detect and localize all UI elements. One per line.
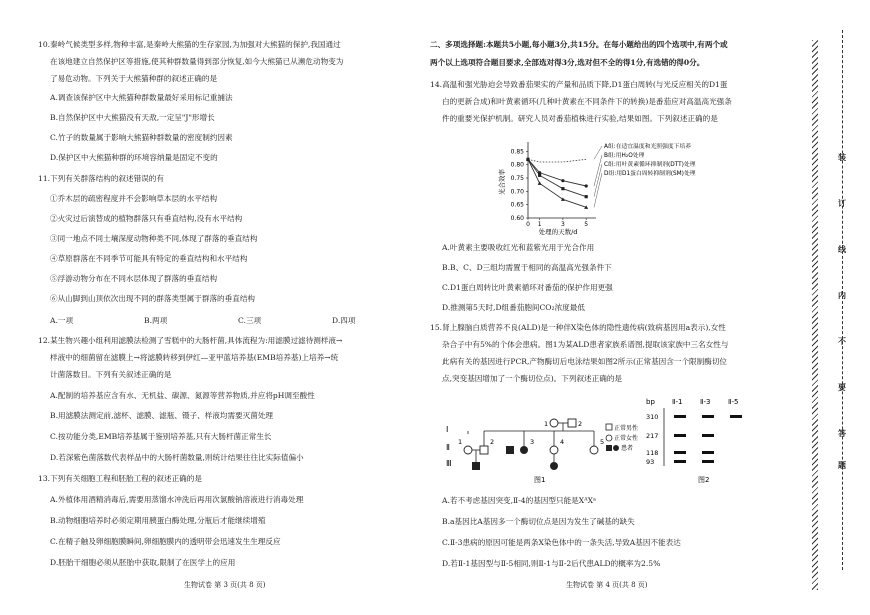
binding-edge bbox=[812, 30, 852, 590]
pedigree-II4-female bbox=[550, 446, 558, 454]
x-tick-label: 0 bbox=[526, 221, 530, 228]
legend-leader bbox=[594, 164, 602, 197]
data-point bbox=[538, 181, 542, 185]
figure1-caption: 图1 bbox=[534, 476, 546, 484]
series-line bbox=[528, 159, 586, 162]
pedigree-II1-female bbox=[464, 446, 472, 454]
y-axis-label: 光合效率 bbox=[498, 169, 506, 195]
gel-band bbox=[730, 415, 742, 418]
gel-size-118: 118 bbox=[646, 449, 659, 457]
x-tick-label: 1 bbox=[537, 221, 542, 228]
num-II1: 1 bbox=[458, 438, 463, 446]
q11-option-d[interactable]: D.四项 bbox=[332, 316, 356, 325]
section-header-line2: 两个以上选项符合题目要求,全部选对得3分,选对但不全的得1分,有选错的得0分。 bbox=[430, 58, 705, 67]
num-I2: 2 bbox=[578, 420, 583, 428]
data-point bbox=[585, 195, 588, 198]
num-II3: 3 bbox=[530, 438, 535, 446]
legend-leader bbox=[594, 146, 602, 159]
q12-stem-line1: 12.某生物兴趣小组利用滤膜法检测了雪糕中的大肠杆菌,具体流程为:用滤膜过滤待测样液→ bbox=[38, 336, 343, 345]
q13-option-b[interactable]: B.动物细胞培养时必须定期用胰蛋白酶处理,分瓶后才能继续增殖 bbox=[50, 516, 266, 525]
binding-char: 订 bbox=[838, 198, 846, 208]
q11-item-2: ②火灾过后演替成的植物群落只有垂直结构,没有水平结构 bbox=[50, 214, 243, 223]
legend-entry: D组:用D1蛋白周转抑制剂(SM)处理 bbox=[604, 171, 696, 177]
x-tick-label: 3 bbox=[560, 221, 565, 228]
q10-stem-line1: 10.秦岭气候类型多样,物种丰富,是秦岭大熊猫的生存家园,为加强对大熊猫的保护,我国通过 bbox=[38, 40, 341, 49]
num-II4: 4 bbox=[560, 438, 565, 446]
pedigree-III-affected-male bbox=[506, 446, 514, 454]
pedigree-I1-female bbox=[550, 419, 558, 427]
gen-label-1: Ⅰ bbox=[446, 425, 449, 434]
series-line bbox=[528, 159, 586, 207]
gel-band bbox=[702, 434, 714, 437]
data-point bbox=[585, 184, 588, 187]
q14-stem-line1: 14.高温和强光胁迫会导致番茄果实的产量和品质下降,D1蛋白周转(与光反应相关的D1蛋 bbox=[430, 80, 728, 89]
binding-char: 要 bbox=[838, 382, 846, 392]
q10-option-c[interactable]: C.竹子的数量属于影响大熊猫种群数量的密度制约因素 bbox=[50, 133, 233, 142]
q11-item-3: ③同一地点不同土壤深度动物种类不同,体现了群落的垂直结构 bbox=[50, 234, 258, 243]
pedigree-II2-male bbox=[480, 446, 488, 454]
q12-option-b[interactable]: B.用滤膜法测定前,滤杯、滤膜、滤瓶、镊子、样液均需要灭菌处理 bbox=[50, 411, 274, 420]
binding-char: 不 bbox=[838, 336, 846, 346]
data-point bbox=[561, 187, 564, 190]
gel-band bbox=[702, 460, 714, 463]
gel-unit: bp bbox=[646, 398, 655, 406]
q15-stem-line4: 点,突变基因增加了一个酶切位点)。下列叙述正确的是 bbox=[442, 374, 623, 383]
legend-entry: B组:用H₂O处理 bbox=[604, 153, 645, 159]
q14-stem-line2: 白的更新合成)和叶黄素循环(几种叶黄素在不同条件下的转换)是番茄应对高温高光强条 bbox=[442, 97, 732, 106]
section-header-line1: 二、多项选择题:本题共5小题,每小题3分,共15分。在每小题给出的四个选项中,有两个或 bbox=[430, 40, 728, 49]
y-tick-label: 0.65 bbox=[510, 201, 524, 209]
q11-item-5: ⑤浮游动物分布在不同水层体现了群落的垂直结构 bbox=[50, 274, 218, 283]
gen-label-3: Ⅲ bbox=[446, 459, 452, 468]
y-tick-label: 0.85 bbox=[510, 148, 524, 156]
legend-normal-male: 正常男性 bbox=[614, 425, 639, 432]
q14-stem-line3: 件的重要光保护机制。研究人员对番茄植株进行实验,结果如图。下列叙述正确的是 bbox=[442, 114, 718, 123]
q12-stem-line2: 样液中的细菌留在滤膜上→将滤膜转移到伊红—亚甲蓝培养基(EMB培养基)上培养→统 bbox=[50, 353, 339, 362]
legend-patient-female bbox=[613, 445, 619, 451]
q10-option-d[interactable]: D.保护区中大熊猫种群的环境容纳量是固定不变的 bbox=[50, 153, 218, 162]
pedigree-II5-female bbox=[590, 446, 598, 454]
legend-leader bbox=[594, 173, 602, 207]
legend-female-symbol bbox=[606, 435, 612, 441]
q15-option-a[interactable]: A.若不考虑基因突变,Ⅱ-4的基因型只能是XᴬXᵃ bbox=[442, 496, 596, 505]
y-tick-label: 0.75 bbox=[510, 175, 524, 182]
gel-lane-1: Ⅱ-1 bbox=[672, 398, 683, 406]
data-point bbox=[561, 179, 564, 182]
pedigree-III2-affected-female bbox=[550, 462, 558, 470]
q12-option-c[interactable]: C.按功能分类,EMB培养基属于鉴别培养基,只有大肠杆菌正常生长 bbox=[50, 432, 272, 441]
gel-band bbox=[674, 460, 686, 463]
binding-char: 装 bbox=[838, 152, 846, 162]
num-I1: 1 bbox=[544, 420, 549, 428]
right-page-footer: 生物试卷 第 4 页(共 8 页) bbox=[566, 581, 648, 589]
q10-stem-line3: 了易危动物。下列关于大熊猫种群的叙述正确的是 bbox=[50, 74, 218, 83]
binding-char: 内 bbox=[838, 290, 846, 300]
gel-band bbox=[674, 451, 686, 454]
legend-entry: A组:在适宜温度和光照强度下培养 bbox=[604, 144, 692, 150]
q11-option-a[interactable]: A.一项 bbox=[50, 316, 74, 325]
q11-stem: 11.下列有关群落结构的叙述错误的有 bbox=[38, 174, 164, 183]
legend-entry: C组:用叶黄素循环抑制剂(DTT)处理 bbox=[604, 162, 696, 168]
binding-char: 题 bbox=[838, 460, 846, 470]
legend-male-symbol bbox=[606, 424, 612, 430]
q15-stem-line1: 15.肾上腺脑白质营养不良(ALD)是一种伴X染色体的隐性遗传病(致病基因用a表示),女性 bbox=[430, 323, 726, 332]
legend-patient: 患者 bbox=[621, 445, 634, 452]
q14-option-b[interactable]: B.B、C、D三组均需置于相同的高温高光强条件下 bbox=[442, 263, 612, 272]
gen-label-2: Ⅱ bbox=[446, 443, 450, 452]
gel-size-93: 93 bbox=[646, 458, 655, 466]
q12-option-d[interactable]: D.若深紫色菌落数代表样品中的大肠杆菌数量,则统计结果往往比实际值偏小 bbox=[50, 453, 304, 462]
q11-item-4: ④草原群落在不同季节可能具有特定的垂直结构和水平结构 bbox=[50, 254, 248, 263]
q15-stem-line3: 此病有关的基因进行PCR,产物酶切后电泳结果如图2所示(正常基因含一个限制酶切位 bbox=[442, 357, 728, 366]
q11-item-1: ①乔木层的疏密程度并不会影响草本层的水平结构 bbox=[50, 194, 218, 203]
q12-stem-line3: 计菌落数目。下列有关叙述正确的是 bbox=[50, 370, 172, 379]
gel-lane-3: Ⅱ-5 bbox=[728, 398, 739, 406]
y-tick-label: 0.80 bbox=[510, 161, 524, 169]
q11-option-c[interactable]: C.三项 bbox=[238, 316, 262, 325]
gel-band bbox=[674, 415, 686, 418]
photosynthesis-chart bbox=[492, 132, 754, 238]
gel-size-217: 217 bbox=[646, 432, 659, 440]
q14-option-c[interactable]: C.D1蛋白周转比叶黄素循环对番茄的保护作用更强 bbox=[442, 283, 613, 292]
gel-lane-2: Ⅱ-3 bbox=[700, 398, 711, 406]
q14-option-d[interactable]: D.推测第5天时,D组番茄胞间CO₂浓度最低 bbox=[442, 303, 585, 312]
gel-band bbox=[702, 415, 714, 418]
q13-option-a[interactable]: A.外植体用酒精消毒后,需要用蒸馏水冲洗后再用次氯酸钠溶液进行消毒处理 bbox=[50, 495, 304, 504]
left-page-footer: 生物试卷 第 3 页(共 8 页) bbox=[184, 581, 266, 589]
binding-char: 线 bbox=[838, 244, 846, 254]
q13-option-c[interactable]: C.在精子触及卵细胞膜瞬间,卵细胞膜内的透明带会迅速发生生理反应 bbox=[50, 537, 281, 546]
x-axis-label: 处理的天数/d bbox=[538, 228, 578, 236]
q10-stem-line2: 在该地建立自然保护区等措施,使其种群数量得到部分恢复,如今大熊猫已从濒危动物变为 bbox=[50, 57, 344, 66]
gel-band bbox=[702, 451, 714, 454]
pedigree-I2-male bbox=[568, 419, 576, 427]
q12-option-a[interactable]: A.配制的培养基应含有水、无机盐、碳源、氮源等营养物质,并应将pH调至酸性 bbox=[50, 391, 315, 400]
q15-option-d[interactable]: D.若Ⅱ-1基因型与Ⅱ-5相同,则Ⅱ-1与Ⅱ-2后代患ALD的概率为2.5% bbox=[442, 559, 661, 568]
pedigree-II3-affected-female bbox=[520, 446, 528, 454]
q15-option-c[interactable]: C.Ⅱ-3患病的原因可能是两条X染色体中的一条失活,导致A基因不能表达 bbox=[442, 538, 681, 547]
figure2-caption: 图2 bbox=[698, 476, 710, 484]
gel-band bbox=[674, 434, 686, 437]
gel-size-310: 310 bbox=[646, 413, 659, 421]
y-tick-label: 0.60 bbox=[510, 215, 524, 222]
num-II5: 5 bbox=[600, 438, 605, 446]
y-tick-label: 0.70 bbox=[510, 188, 524, 196]
q13-option-d[interactable]: D.胚胎干细胞必须从胚胎中获取,限制了在医学上的应用 bbox=[50, 558, 236, 567]
data-point bbox=[538, 174, 541, 177]
legend-patient-male bbox=[606, 445, 612, 451]
pedigree-figure bbox=[444, 392, 644, 484]
x-tick-label: 5 bbox=[584, 221, 589, 228]
num-II2: 2 bbox=[490, 438, 495, 446]
q10-option-a[interactable]: A.调查该保护区中大熊猫种群数量最好采用标记重捕法 bbox=[50, 93, 233, 102]
q10-option-b[interactable]: B.自然保护区中大熊猫没有天敌,一定呈"J"形增长 bbox=[50, 113, 215, 122]
series-line bbox=[528, 159, 586, 186]
gel-figure bbox=[644, 394, 764, 486]
q11-item-6: ⑥从山脚到山顶依次出现不同的群落类型属于群落的垂直结构 bbox=[50, 294, 256, 303]
q15-stem-line2: 杂合子中有5%的个体会患病。图1为某ALD患者家族系谱图,提取该家族中三名女性与 bbox=[442, 340, 729, 349]
q13-stem: 13.下列有关细胞工程和胚胎工程的叙述正确的是 bbox=[38, 474, 202, 483]
binding-char: 答 bbox=[838, 428, 846, 438]
q15-option-b[interactable]: B.a基因比A基因多一个酶切位点是因为发生了碱基的缺失 bbox=[442, 517, 635, 526]
legend-normal-female: 正常女性 bbox=[614, 435, 639, 442]
q11-option-b[interactable]: B.两项 bbox=[144, 316, 168, 325]
q14-option-a[interactable]: A.叶黄素主要吸收红光和蓝紫光用于光合作用 bbox=[442, 243, 595, 252]
pedigree-III1-affected-male bbox=[472, 462, 480, 470]
